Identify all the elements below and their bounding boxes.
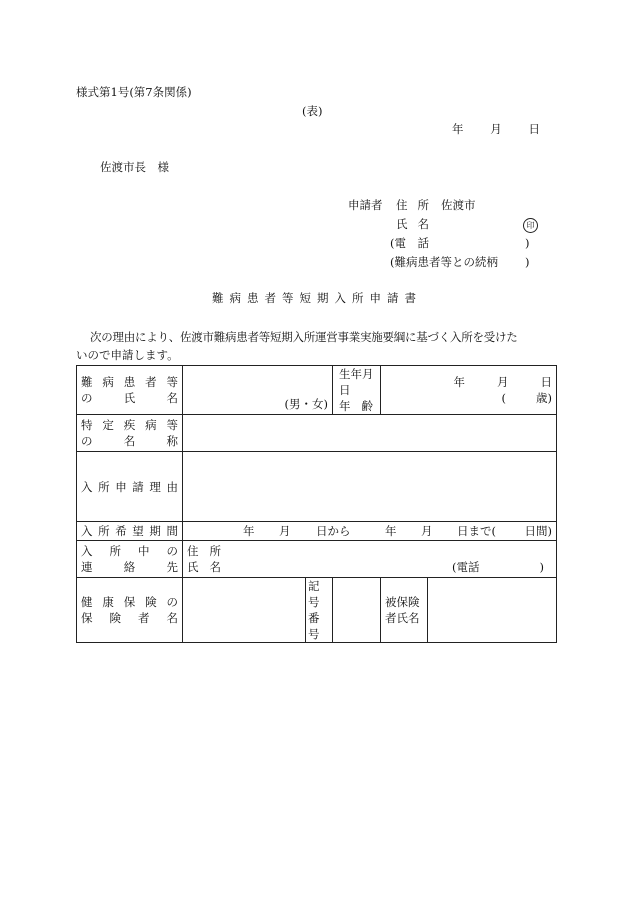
birth-month: 月 bbox=[497, 375, 509, 389]
label-char: 病 bbox=[102, 375, 114, 389]
date-year: 年 bbox=[452, 122, 464, 136]
label-char: 先 bbox=[166, 560, 178, 574]
insurer-name-field[interactable] bbox=[183, 578, 306, 643]
label-char: 保 bbox=[123, 595, 136, 609]
title-char: 所 bbox=[352, 291, 364, 305]
title-char: 入 bbox=[334, 291, 346, 305]
label-char: 連 bbox=[81, 560, 93, 574]
label-char: の bbox=[166, 595, 178, 609]
label-char: 定 bbox=[102, 418, 114, 432]
label-admission-reason bbox=[77, 452, 183, 522]
application-table bbox=[76, 365, 557, 643]
title-char: 病 bbox=[229, 291, 241, 305]
label-char: 中 bbox=[138, 544, 150, 558]
seal-icon bbox=[523, 217, 538, 233]
label-char: 等 bbox=[166, 375, 178, 389]
birthdate-age-field[interactable] bbox=[381, 366, 557, 415]
table-row-patient bbox=[77, 366, 557, 415]
document-title bbox=[212, 291, 416, 305]
insured-name-field[interactable] bbox=[428, 578, 557, 643]
title-char: 者 bbox=[264, 291, 276, 305]
applicant-address-label bbox=[396, 198, 429, 212]
form-side-label: (表) bbox=[302, 104, 323, 118]
symbol-number-field[interactable] bbox=[333, 578, 381, 643]
number-label: 番号 bbox=[308, 611, 320, 641]
label-char: 年 bbox=[339, 399, 351, 413]
label-char: 間 bbox=[166, 524, 178, 538]
form-number: 様式第1号(第7条関係) bbox=[76, 85, 192, 99]
insured-label-top: 被保険 bbox=[385, 595, 420, 609]
contact-phone-label: (電話 bbox=[452, 560, 480, 574]
date-day: 日 bbox=[528, 122, 540, 136]
label-char: 望 bbox=[132, 524, 144, 538]
label-contact bbox=[77, 541, 183, 578]
name-label-char: 名 bbox=[417, 217, 429, 231]
period-to-day: 日まで( bbox=[457, 524, 496, 538]
title-char: 書 bbox=[404, 291, 416, 305]
address-label-char: 住 bbox=[396, 198, 408, 212]
label-char: 康 bbox=[102, 595, 114, 609]
seal-mark: 印 bbox=[523, 218, 538, 233]
label-insured-name bbox=[381, 578, 428, 643]
label-char: 険 bbox=[145, 595, 157, 609]
symbol-label: 記号 bbox=[308, 579, 320, 609]
label-char: 病 bbox=[145, 418, 157, 432]
label-char: 絡 bbox=[123, 560, 136, 574]
label-char: 患 bbox=[123, 375, 136, 389]
table-row-disease bbox=[77, 415, 557, 452]
contact-phone-close: ) bbox=[539, 560, 545, 574]
table-row-contact bbox=[77, 541, 557, 578]
title-char: 期 bbox=[317, 291, 329, 305]
title-char: 申 bbox=[369, 291, 381, 305]
body-text-line-1: 次の理由により、佐渡市難病患者等短期入所運営事業実施要綱に基づく入所を受けた bbox=[90, 330, 518, 344]
title-char: 請 bbox=[387, 291, 399, 305]
label-char: 所 bbox=[98, 524, 110, 538]
label-char: 齢 bbox=[361, 399, 374, 413]
label-char: 請 bbox=[132, 479, 144, 494]
label-insurer-name bbox=[77, 578, 183, 643]
label-char: 所 bbox=[98, 479, 110, 494]
label-desired-period bbox=[77, 522, 183, 541]
label-char: 特 bbox=[81, 418, 93, 432]
age-close: 歳) bbox=[536, 391, 553, 405]
body-text-line-2: いので申請します。 bbox=[76, 348, 179, 362]
label-char: 険 bbox=[109, 611, 121, 625]
table-row-reason bbox=[77, 452, 557, 522]
contact-field[interactable] bbox=[183, 541, 557, 578]
label-char: 由 bbox=[166, 479, 178, 494]
label-char: 期 bbox=[149, 524, 161, 538]
label-disease-name bbox=[77, 415, 183, 452]
label-char: 者 bbox=[145, 375, 157, 389]
date-month: 月 bbox=[490, 122, 502, 136]
period-from-year: 年 bbox=[243, 524, 255, 538]
age-open: ( bbox=[501, 391, 507, 405]
title-char: 短 bbox=[299, 291, 311, 305]
label-char: 難 bbox=[81, 375, 93, 389]
label-char: 名 bbox=[166, 391, 178, 405]
label-char: の bbox=[81, 434, 93, 448]
applicant-title: 申請者 bbox=[348, 198, 383, 212]
label-char: 称 bbox=[166, 434, 178, 448]
label-char: の bbox=[81, 391, 93, 405]
birth-year: 年 bbox=[453, 375, 466, 389]
label-symbol-number bbox=[306, 578, 333, 643]
applicant-phone-label: (電 話 bbox=[390, 236, 429, 250]
address-label-char: 所 bbox=[417, 198, 429, 212]
gender-selector[interactable]: (男・女) bbox=[284, 397, 329, 411]
admission-reason-field[interactable] bbox=[183, 452, 557, 522]
contact-name-char: 名 bbox=[209, 560, 221, 574]
period-from-day: 日から bbox=[316, 524, 351, 538]
label-char: 所 bbox=[109, 544, 121, 558]
contact-name-char: 氏 bbox=[187, 560, 199, 574]
label-char: 理 bbox=[149, 479, 161, 494]
label-char: 名 bbox=[123, 434, 136, 448]
label-char: 健 bbox=[81, 595, 93, 609]
contact-address-char: 所 bbox=[209, 544, 221, 558]
label-char: 入 bbox=[81, 544, 93, 558]
table-row-period bbox=[77, 522, 557, 541]
applicant-relation-close: ) bbox=[525, 255, 530, 269]
title-char: 患 bbox=[247, 291, 259, 305]
contact-address-char: 住 bbox=[187, 544, 199, 558]
label-char: 希 bbox=[115, 524, 127, 538]
birth-day: 日 bbox=[540, 375, 553, 389]
label-char: 等 bbox=[166, 418, 178, 432]
label-char: 名 bbox=[166, 611, 178, 625]
title-char: 難 bbox=[212, 291, 224, 305]
label-char: 申 bbox=[115, 479, 127, 494]
patient-name-field[interactable] bbox=[183, 366, 333, 415]
label-char: の bbox=[166, 544, 178, 558]
period-days: 日間) bbox=[524, 524, 553, 538]
desired-period-field[interactable] bbox=[183, 522, 557, 541]
label-patient-name bbox=[77, 366, 183, 415]
label-char: 入 bbox=[81, 524, 93, 538]
insured-label-bottom: 者氏名 bbox=[385, 611, 420, 625]
label-char: 保 bbox=[81, 611, 93, 625]
title-char: 等 bbox=[282, 291, 294, 305]
label-char: 入 bbox=[81, 479, 93, 494]
birthdate-label: 生年月日 bbox=[339, 367, 374, 397]
applicant-address-value: 佐渡市 bbox=[441, 198, 476, 212]
applicant-relation-label: (難病患者等との続柄 bbox=[390, 255, 498, 269]
period-from-month: 月 bbox=[279, 524, 291, 538]
applicant-phone-close: ) bbox=[525, 236, 530, 250]
table-row-insurance bbox=[77, 578, 557, 643]
applicant-name-label bbox=[396, 217, 429, 231]
label-char: 者 bbox=[138, 611, 150, 625]
label-char: 氏 bbox=[123, 391, 136, 405]
addressee: 佐渡市長 様 bbox=[100, 160, 169, 174]
name-label-char: 氏 bbox=[396, 217, 408, 231]
label-char: 疾 bbox=[123, 418, 136, 432]
label-birthdate-age bbox=[333, 366, 381, 415]
period-to-month: 月 bbox=[421, 524, 433, 538]
header-date bbox=[452, 122, 540, 136]
disease-name-field[interactable] bbox=[183, 415, 557, 452]
period-to-year: 年 bbox=[385, 524, 397, 538]
